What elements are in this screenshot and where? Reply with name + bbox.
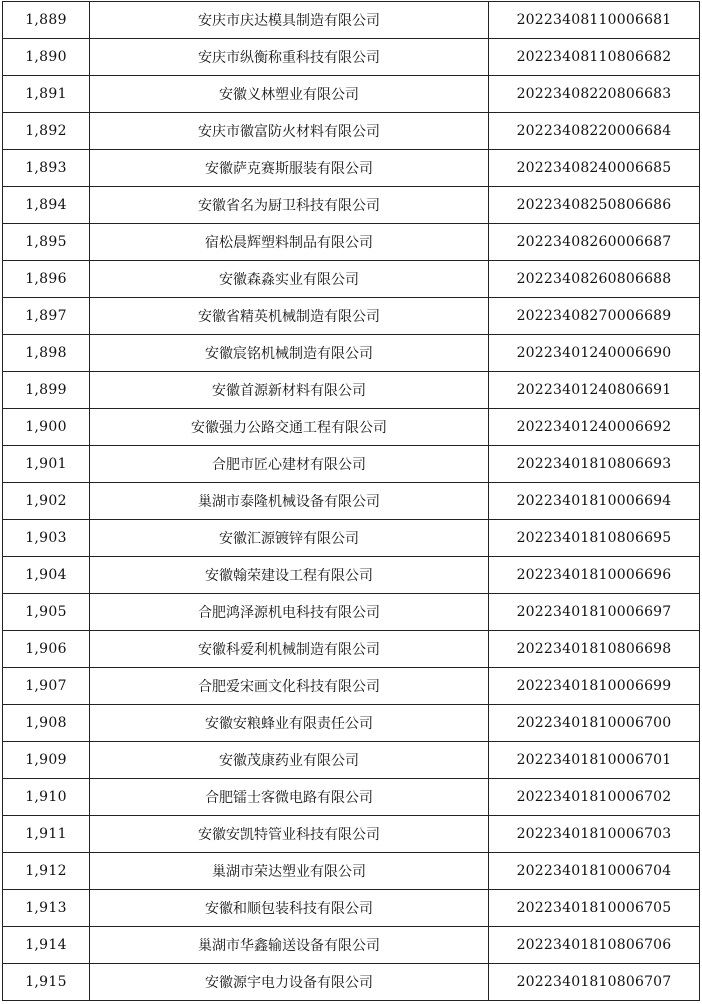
- row-number: 1,905: [3, 594, 90, 631]
- company-name: 安徽萨克赛斯服装有限公司: [90, 150, 489, 187]
- company-name: 安徽和顺包装科技有限公司: [90, 890, 489, 927]
- row-number: 1,892: [3, 113, 90, 150]
- table-row: [3, 557, 700, 594]
- row-number: 1,912: [3, 853, 90, 890]
- table-row: [3, 298, 700, 335]
- company-name: 安徽安凯特管业科技有限公司: [90, 816, 489, 853]
- table-row: [3, 631, 700, 668]
- company-name: 安徽强力公路交通工程有限公司: [90, 409, 489, 446]
- row-number: 1,914: [3, 927, 90, 964]
- row-number: 1,900: [3, 409, 90, 446]
- registration-code: 20223408270006689: [489, 298, 700, 335]
- registration-code: 20223408260006687: [489, 224, 700, 261]
- registration-code: 20223401240006692: [489, 409, 700, 446]
- registration-code: 20223401240006690: [489, 335, 700, 372]
- row-number: 1,909: [3, 742, 90, 779]
- company-name: 合肥镭士客微电路有限公司: [90, 779, 489, 816]
- registration-code: 20223401810806693: [489, 446, 700, 483]
- row-number: 1,906: [3, 631, 90, 668]
- table-row: [3, 150, 700, 187]
- registration-code: 20223401810006704: [489, 853, 700, 890]
- row-number: 1,898: [3, 335, 90, 372]
- company-name: 安庆市纵衡称重科技有限公司: [90, 39, 489, 76]
- table-row: [3, 779, 700, 816]
- table-row: [3, 668, 700, 705]
- table-row: [3, 409, 700, 446]
- row-number: 1,891: [3, 76, 90, 113]
- company-name: 安庆市徽富防火材料有限公司: [90, 113, 489, 150]
- company-name: 安徽义林塑业有限公司: [90, 76, 489, 113]
- row-number: 1,890: [3, 39, 90, 76]
- row-number: 1,911: [3, 816, 90, 853]
- registration-code: 20223401810006701: [489, 742, 700, 779]
- table-row: [3, 853, 700, 890]
- registration-code: 20223401810806698: [489, 631, 700, 668]
- table-row: [3, 261, 700, 298]
- company-name: 安徽省精英机械制造有限公司: [90, 298, 489, 335]
- registration-code: 20223401810806706: [489, 927, 700, 964]
- row-number: 1,895: [3, 224, 90, 261]
- company-name: 宿松晨辉塑料制品有限公司: [90, 224, 489, 261]
- company-name: 巢湖市泰隆机械设备有限公司: [90, 483, 489, 520]
- row-number: 1,915: [3, 964, 90, 1001]
- company-name: 巢湖市华鑫输送设备有限公司: [90, 927, 489, 964]
- company-name: 安徽汇源镀锌有限公司: [90, 520, 489, 557]
- registration-code: 20223408240006685: [489, 150, 700, 187]
- table-row: [3, 224, 700, 261]
- registration-code: 20223401810806707: [489, 964, 700, 1001]
- company-name: 合肥爱宋画文化科技有限公司: [90, 668, 489, 705]
- row-number: 1,899: [3, 372, 90, 409]
- company-name: 安徽科爱利机械制造有限公司: [90, 631, 489, 668]
- registration-code: 20223401810806695: [489, 520, 700, 557]
- table-row: [3, 76, 700, 113]
- row-number: 1,893: [3, 150, 90, 187]
- table-body: [3, 2, 700, 1001]
- company-name: 安徽源宇电力设备有限公司: [90, 964, 489, 1001]
- row-number: 1,910: [3, 779, 90, 816]
- table-row: [3, 705, 700, 742]
- company-name: 合肥鸿泽源机电科技有限公司: [90, 594, 489, 631]
- registration-code: 20223401810006697: [489, 594, 700, 631]
- table-row: [3, 39, 700, 76]
- company-name: 巢湖市荣达塑业有限公司: [90, 853, 489, 890]
- row-number: 1,913: [3, 890, 90, 927]
- registration-code: 20223408250806686: [489, 187, 700, 224]
- row-number: 1,889: [3, 2, 90, 39]
- row-number: 1,896: [3, 261, 90, 298]
- row-number: 1,908: [3, 705, 90, 742]
- row-number: 1,902: [3, 483, 90, 520]
- company-name: 安徽茂康药业有限公司: [90, 742, 489, 779]
- table-row: [3, 890, 700, 927]
- registration-code: 20223401810006700: [489, 705, 700, 742]
- company-name: 安徽森淼实业有限公司: [90, 261, 489, 298]
- table-row: [3, 187, 700, 224]
- table-row: [3, 113, 700, 150]
- table-row: [3, 816, 700, 853]
- registration-code: 20223408220806683: [489, 76, 700, 113]
- registration-code: 20223408110806682: [489, 39, 700, 76]
- row-number: 1,904: [3, 557, 90, 594]
- company-name: 安徽首源新材料有限公司: [90, 372, 489, 409]
- company-name: 安徽翰荣建设工程有限公司: [90, 557, 489, 594]
- table-row: [3, 964, 700, 1001]
- registration-code: 20223401810006702: [489, 779, 700, 816]
- table-row: [3, 594, 700, 631]
- table-row: [3, 927, 700, 964]
- row-number: 1,901: [3, 446, 90, 483]
- row-number: 1,903: [3, 520, 90, 557]
- table-row: [3, 520, 700, 557]
- registration-code: 20223408110006681: [489, 2, 700, 39]
- registration-code: 20223401810006705: [489, 890, 700, 927]
- company-name: 安徽安粮蜂业有限责任公司: [90, 705, 489, 742]
- table-row: [3, 446, 700, 483]
- table-row: [3, 372, 700, 409]
- company-registry-table: [2, 1, 700, 1001]
- company-name: 安徽省名为厨卫科技有限公司: [90, 187, 489, 224]
- registration-code: 20223401240806691: [489, 372, 700, 409]
- registration-code: 20223401810006703: [489, 816, 700, 853]
- company-name: 安庆市庆达模具制造有限公司: [90, 2, 489, 39]
- row-number: 1,897: [3, 298, 90, 335]
- table-row: [3, 2, 700, 39]
- registration-code: 20223408260806688: [489, 261, 700, 298]
- table-row: [3, 483, 700, 520]
- registration-code: 20223401810006699: [489, 668, 700, 705]
- company-name: 安徽宸铭机械制造有限公司: [90, 335, 489, 372]
- table-row: [3, 335, 700, 372]
- row-number: 1,907: [3, 668, 90, 705]
- registration-code: 20223401810006694: [489, 483, 700, 520]
- row-number: 1,894: [3, 187, 90, 224]
- registration-code: 20223401810006696: [489, 557, 700, 594]
- company-name: 合肥市匠心建材有限公司: [90, 446, 489, 483]
- table-row: [3, 742, 700, 779]
- registration-code: 20223408220006684: [489, 113, 700, 150]
